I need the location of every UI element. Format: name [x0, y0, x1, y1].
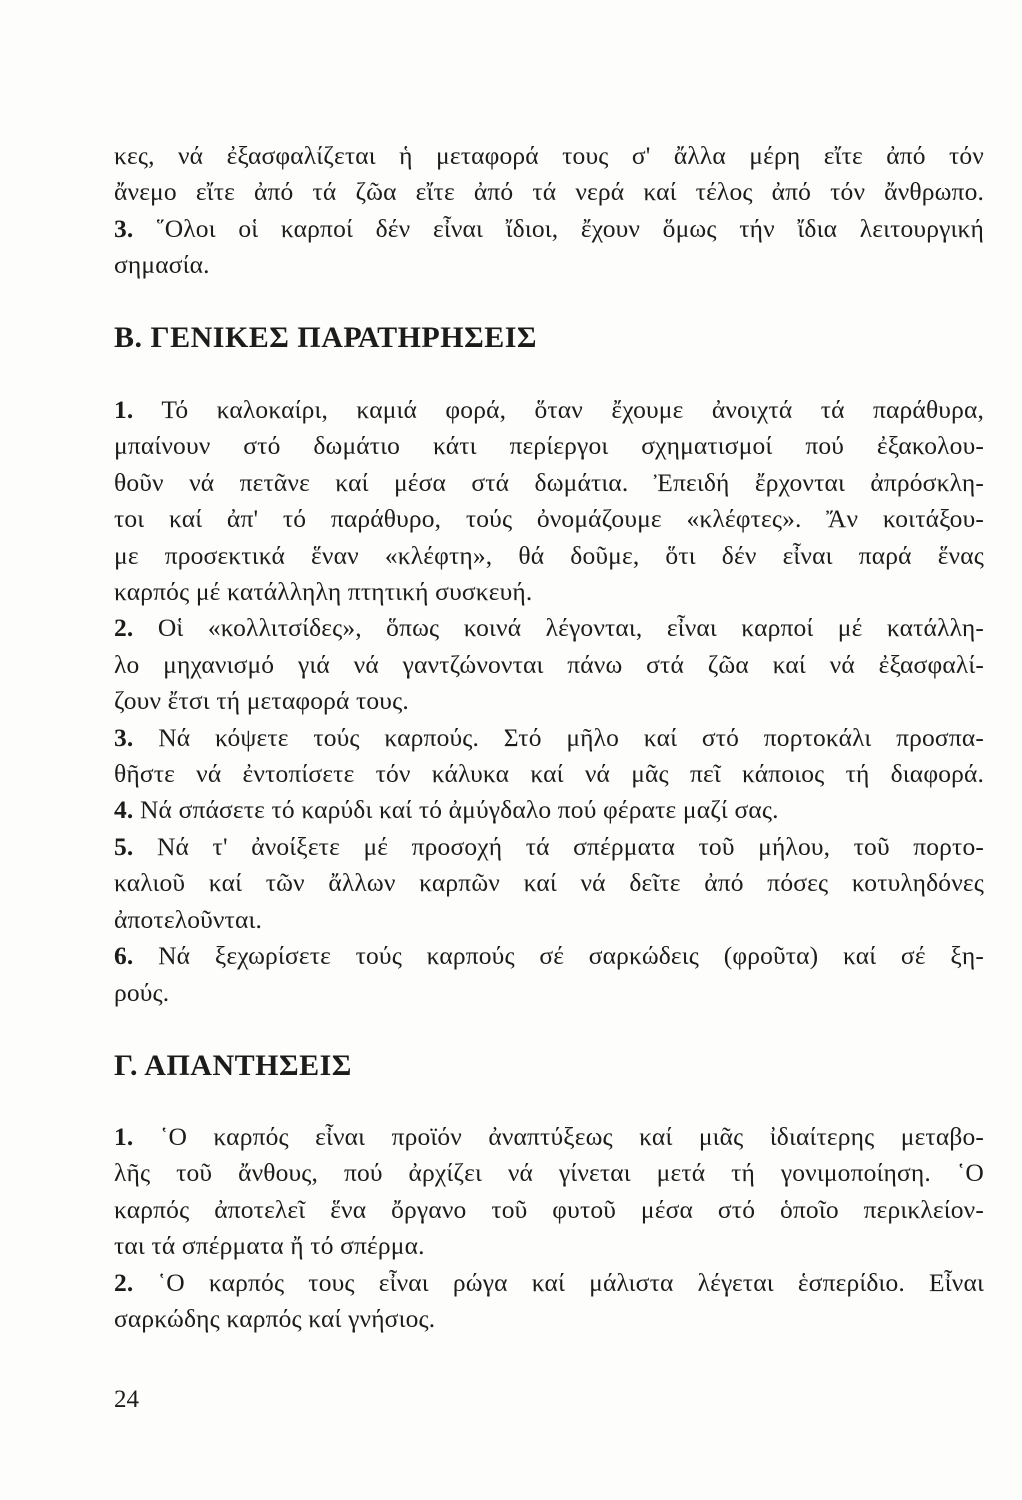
item-number: 1.	[114, 395, 134, 424]
item-number: 2.	[114, 613, 134, 643]
text-line: ἀποτελοῦνται.	[114, 904, 263, 934]
section-heading: Γ. ΑΠΑΝΤΗΣΕΙΣ	[114, 1049, 352, 1082]
text-line: μπαίνουν στό δωμάτιο κάτι περίεργοι σχηματισμοί πού ἐξακολου-	[114, 431, 984, 461]
text-line: λῆς τοῦ ἄνθους, πού ἀρχίζει νά γίνεται μετά τή γονιμοποίηση. ῾Ο	[114, 1158, 984, 1188]
text-line	[114, 610, 984, 646]
text-fragment: ῾Ο καρπός εἶναι προϊόν ἀναπτύξεως καί μιᾶς ἰδιαίτερης μεταβο-	[159, 1122, 984, 1151]
text-line	[114, 829, 984, 865]
item-number: 1.	[114, 1122, 134, 1151]
text-line	[114, 938, 984, 974]
text-line: σημασία.	[114, 250, 210, 280]
text-fragment: Νά κόψετε τούς καρπούς. Στό μῆλο καί στό πορτοκάλι προσπα-	[158, 722, 984, 752]
text-fragment: ῾Ο καρπός τους εἶναι ρώγα καί μάλιστα λέγεται ἑσπερίδιο. Εἶναι	[157, 1267, 984, 1297]
text-line: καρπός ἀποτελεῖ ἕνα ὄργανο τοῦ φυτοῦ μέσα στό ὁποῖο περικλείον-	[114, 1194, 984, 1224]
text-fragment: Τό καλοκαίρι, καμιά φορά, ὅταν ἔχουμε ἀνοιχτά τά παράθυρα,	[161, 395, 984, 424]
section-b-body	[114, 392, 984, 1011]
item-number: 5.	[114, 831, 134, 861]
text-line: σαρκώδης καρπός καί γνήσιος.	[114, 1304, 436, 1334]
section-heading: Β. ΓΕΝΙΚΕΣ ΠΑΡΑΤΗΡΗΣΕΙΣ	[114, 321, 537, 354]
item-number: 6.	[114, 941, 134, 971]
item-number: 3.	[114, 213, 134, 243]
text-line: ται τά σπέρματα ἤ τό σπέρμα.	[114, 1231, 425, 1261]
text-fragment: ῞Ολοι οἱ καρποί δέν εἶναι ἴδιοι, ἔχουν ὅμως τήν ἴδια λειτουργική	[156, 213, 984, 243]
item-number: 3.	[114, 722, 134, 752]
text-line: καρπός μέ κατάλληλη πτητική συσκευή.	[114, 577, 533, 607]
text-line: τοι καί ἀπ' τό παράθυρο, τούς ὀνομάζουμε «κλέφτες». Ἄν κοιτάξου-	[114, 504, 984, 534]
text-fragment: Νά τ' ἀνοίξετε μέ προσοχή τά σπέρματα τοῦ μήλου, τοῦ πορτο-	[156, 831, 984, 861]
section-g-body	[114, 1119, 984, 1337]
text-line: καλιοῦ καί τῶν ἄλλων καρπῶν καί νά δεῖτε ἀπό πόσες κοτυληδόνες	[114, 868, 984, 898]
text-fragment: Νά σπάσετε τό καρύδι καί τό ἀμύγδαλο πού φέρατε μαζί σας.	[139, 795, 779, 825]
text-line: θῆστε νά ἐντοπίσετε τόν κάλυκα καί νά μᾶς πεῖ κάποιος τή διαφορά.	[114, 759, 984, 789]
item-number: 2.	[114, 1267, 134, 1297]
text-line	[114, 392, 984, 428]
text-line: θοῦν νά πετᾶνε καί μέσα στά δωμάτια. Ἐπειδή ἔρχονται ἀπρόσκλη-	[114, 467, 984, 497]
text-line: με προσεκτικά ἕναν «κλέφτη», θά δοῦμε, ὅτι δέν εἶναι παρά ἕνας	[114, 540, 984, 570]
intro-block	[114, 138, 984, 284]
text-line	[114, 720, 984, 756]
item-number: 4.	[114, 795, 134, 825]
text-line	[114, 792, 984, 828]
text-line	[114, 1265, 984, 1301]
text-line	[114, 211, 984, 247]
text-line: ρούς.	[114, 977, 170, 1007]
text-line: λο μηχανισμό γιά νά γαντζώνονται πάνω στά ζῶα καί νά ἐξασφαλί-	[114, 649, 984, 679]
text-line: ἄνεμο εἴτε ἀπό τά ζῶα εἴτε ἀπό τά νερά καί τέλος ἀπό τόν ἄνθρωπο.	[114, 177, 984, 207]
text-line	[114, 1119, 984, 1155]
page-number: 24	[114, 1386, 139, 1413]
text-line: κες, νά ἐξασφαλίζεται ἡ μεταφορά τους σ' ἄλλα μέρη εἴτε ἀπό τόν	[114, 141, 984, 170]
text-line: ζουν ἔτσι τή μεταφορά τους.	[114, 686, 409, 716]
text-fragment: Οἱ «κολλιτσίδες», ὅπως κοινά λέγονται, εἶναι καρποί μέ κατάλλη-	[157, 613, 984, 643]
text-fragment: Νά ξεχωρίσετε τούς καρπούς σέ σαρκώδεις (φροῦτα) καί σέ ξη-	[158, 941, 984, 971]
